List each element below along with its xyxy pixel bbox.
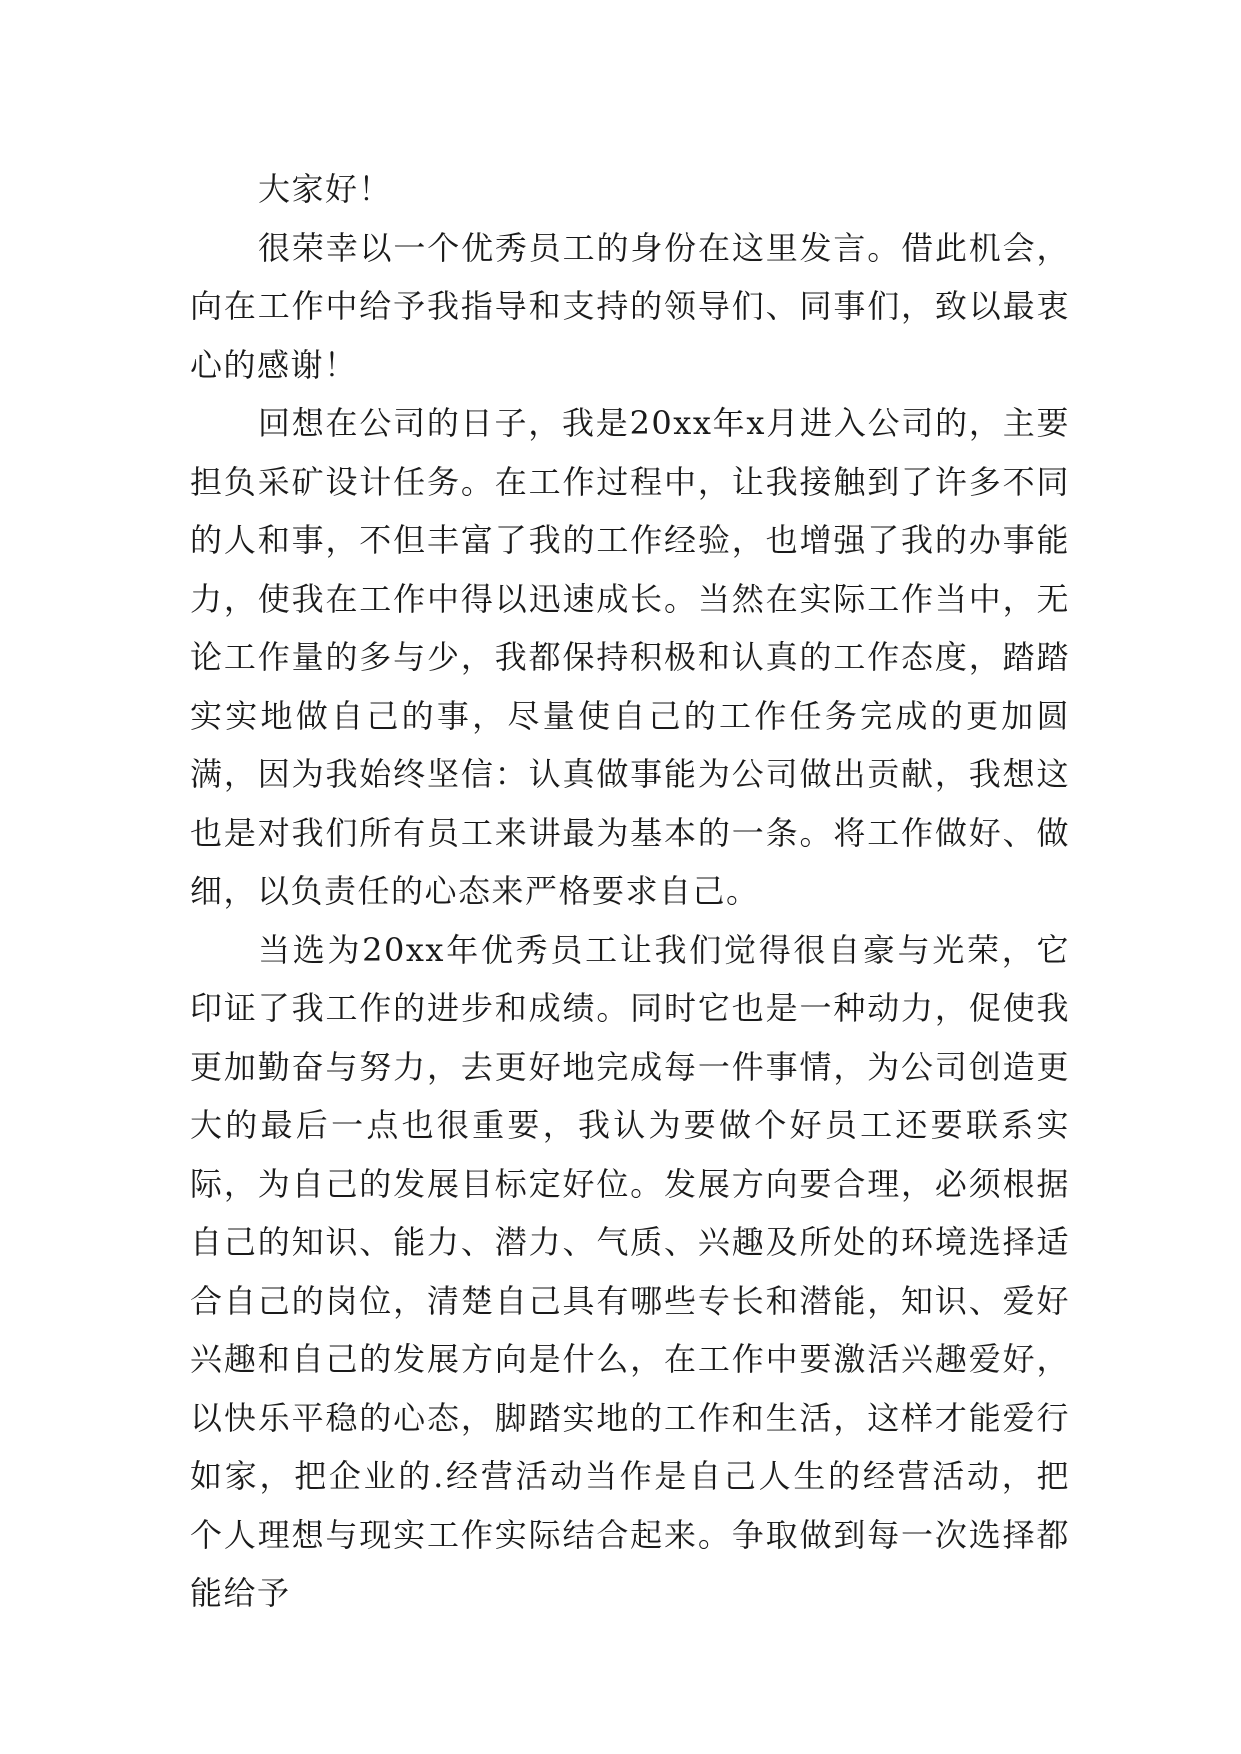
paragraph-excellent-employee: 当选为20xx年优秀员工让我们觉得很自豪与光荣，它印证了我工作的进步和成绩。同时它也是一种动力，促使我更加勤奋与努力，去更好地完成每一件事情，为公司创造更大的最后一点也很重要，我认为要做个好员工还要联系实际，为自己的发展目标定好位。发展方向要合理，必须根据自己的知识、能力、潜力、气质、兴趣及所处的环境选择适合自己的岗位，清楚自己具有哪些专长和潜能，知识、爱好兴趣和自己的发展方向是什么，在工作中要激活兴趣爱好，以快乐平稳的心态，脚踏实地的工作和生活，这样才能爱行如家，把企业的.经营活动当作是自己人生的经营活动，把个人理想与现实工作实际结合起来。争取做到每一次选择都能给予 bbox=[190, 930, 1070, 1612]
paragraph-thanks: 很荣幸以一个优秀员工的身份在这里发言。借此机会，向在工作中给予我指导和支持的领导们、同事们，致以最衷心的感谢！ bbox=[190, 228, 1070, 384]
paragraph-work-experience: 回想在公司的日子，我是20xx年x月进入公司的，主要担负采矿设计任务。在工作过程中，让我接触到了许多不同的人和事，不但丰富了我的工作经验，也增强了我的办事能力，使我在工作中得以迅速成长。当然在实际工作当中，无论工作量的多与少，我都保持积极和认真的工作态度，踏踏实实地做自己的事，尽量使自己的工作任务完成的更加圆满，因为我始终坚信：认真做事能为公司做出贡献，我想这也是对我们所有员工来讲最为基本的一条。将工作做好、做细，以负责任的心态来严格要求自己。 bbox=[190, 404, 1070, 910]
greeting-paragraph: 大家好！ bbox=[258, 170, 393, 208]
document-body bbox=[190, 160, 1070, 1623]
